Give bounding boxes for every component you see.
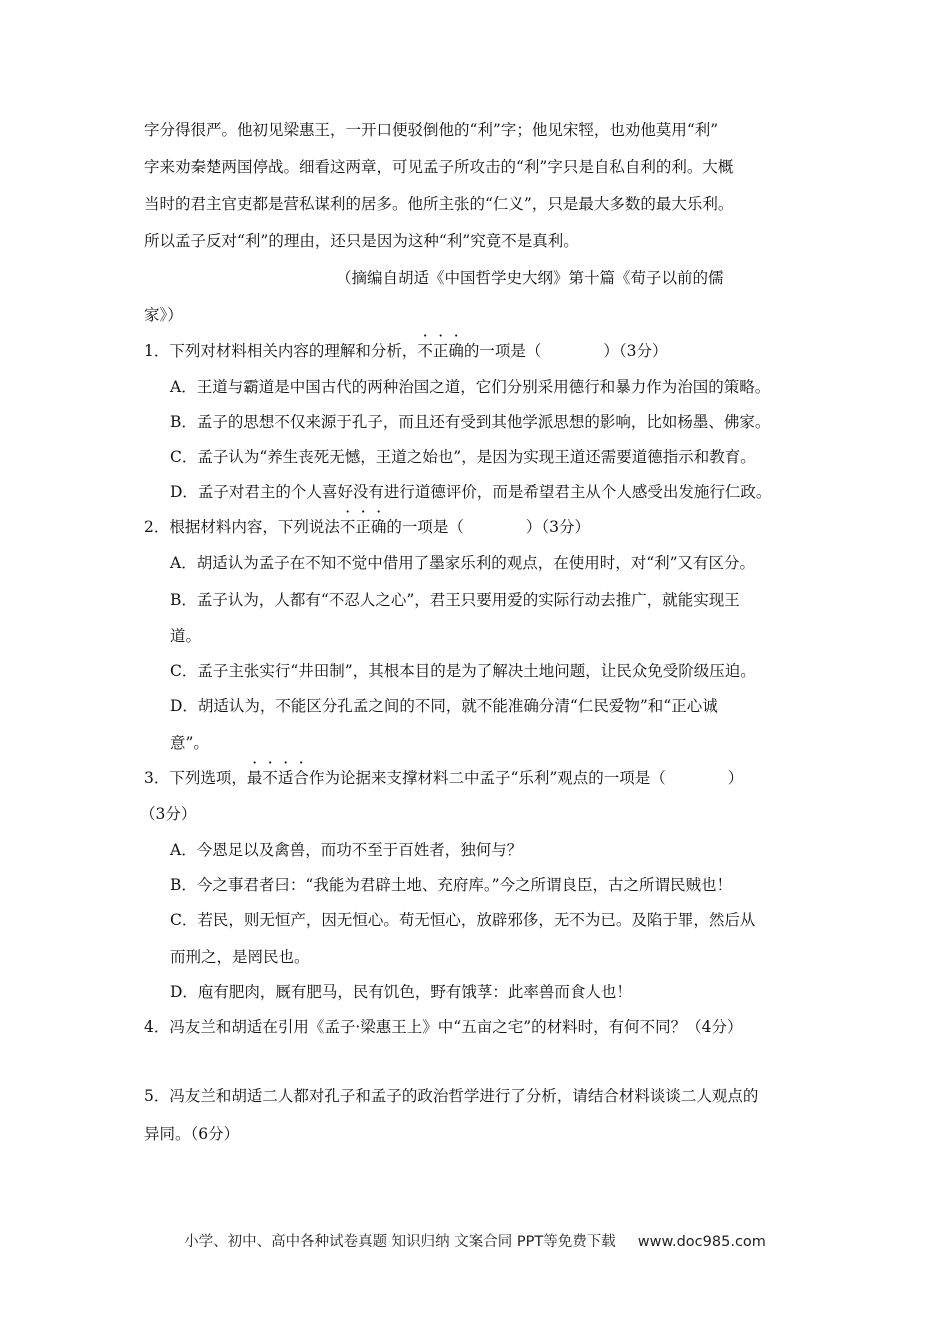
emphasis-char: 不 bbox=[339, 518, 356, 536]
question-2-option-c: C．孟子主张实行“井田制”，其根本目的是为了解决土地问题，让民众免受阶级压迫。 bbox=[170, 662, 756, 680]
question-1-option-d: D．孟子对君主的个人喜好没有进行道德评价，而是希望君主从个人感受出发施行仁政。 bbox=[170, 483, 772, 501]
question-3-option-a: A．今恩足以及禽兽，而功不至于百姓者，独何与？ bbox=[170, 841, 523, 859]
footer-url[interactable]: www.doc985.com bbox=[637, 1234, 766, 1250]
question-1-option-a: A．王道与霸道是中国古代的两种治国之道，它们分别采用德行和暴力作为治国的策略。 bbox=[170, 378, 771, 396]
question-2-option-b-cont: 道。 bbox=[170, 627, 202, 645]
question-3-score: （3分） bbox=[140, 805, 197, 823]
emphasis-char: 确 bbox=[370, 518, 387, 536]
question-3-option-d: D．庖有肥肉，厩有肥马，民有饥色，野有饿莩：此率兽而食人也！ bbox=[170, 983, 632, 1001]
question-2-option-a: A．胡适认为孟子在不知不觉中借用了墨家乐利的观点，在使用时，对“利”又有区分。 bbox=[170, 554, 756, 572]
question-2 bbox=[144, 517, 590, 537]
emphasis-char: 合 bbox=[293, 769, 309, 787]
emphasis-char: 正 bbox=[432, 342, 449, 360]
question-1-suffix: 的一项是（ ）（3分） bbox=[463, 342, 668, 360]
question-2-prefix: 2．根据材料内容，下列说法 bbox=[144, 518, 340, 536]
question-2-option-d: D．胡适认为，不能区分孔孟之间的不同，就不能准确分清“仁民爱物”和“正心诚 bbox=[170, 697, 718, 715]
passage-line-4: 所以孟子反对“利”的理由，还只是因为这种“利”究竟不是真利。 bbox=[144, 232, 579, 250]
question-2-option-b: B．孟子认为，人都有“不忍人之心”，君王只要用爱的实际行动去推广，就能实现王 bbox=[170, 591, 740, 609]
question-1-option-c: C．孟子认为“养生丧死无憾，王道之始也”，是因为实现王道还需要道德指示和教育。 bbox=[170, 448, 756, 466]
emphasis-char: 适 bbox=[277, 769, 294, 787]
question-5-cont: 异同。（6分） bbox=[144, 1125, 240, 1143]
question-5: 5．冯友兰和胡适二人都对孔子和孟子的政治哲学进行了分析，请结合材料谈谈二人观点的 bbox=[144, 1087, 759, 1105]
emphasis-char: 最 bbox=[246, 769, 263, 787]
question-4: 4．冯友兰和胡适在引用《孟子·梁惠王上》中“五亩之宅”的材料时，有何不同？（4分） bbox=[144, 1018, 743, 1036]
question-1-prefix: 1．下列对材料相关内容的理解和分析， bbox=[144, 342, 418, 360]
question-1 bbox=[144, 341, 668, 361]
passage-line-1: 字分得很严。他初见梁惠王，一开口便驳倒他的“利”字；他见宋牼，也劝他莫用“利” bbox=[144, 121, 719, 139]
footer-text: 小学、初中、高中各种试卷真题 知识归纳 文案合同 PPT等免费下载 bbox=[184, 1234, 616, 1250]
question-3-option-c: C．若民，则无恒产，因无恒心。苟无恒心，放辟邪侈，无不为已。及陷于罪，然后从 bbox=[170, 911, 756, 929]
question-3-suffix: 作为论据来支撑材料二中孟子“乐利”观点的一项是（ ） bbox=[308, 769, 744, 787]
question-1-option-b: B．孟子的思想不仅来源于孔子，而且还有受到其他学派思想的影响，比如杨墨、佛家。 bbox=[170, 413, 771, 431]
emphasis-char: 确 bbox=[448, 342, 464, 360]
emphasis-char: 正 bbox=[355, 518, 371, 536]
question-3-option-b: B．今之事君者曰：“我能为君辟土地、充府库。”今之所谓良臣，古之所谓民贼也！ bbox=[170, 876, 732, 894]
question-3-prefix: 3．下列选项， bbox=[144, 769, 247, 787]
question-2-option-d-cont: 意”。 bbox=[170, 734, 209, 752]
question-2-suffix: 的一项是（ ）（3分） bbox=[386, 518, 591, 536]
passage-line-3: 当时的君主官吏都是营私谋利的居多。他所主张的“仁义”，只是最大多数的最大乐利。 bbox=[144, 195, 734, 213]
emphasis-char: 不 bbox=[262, 769, 278, 787]
passage-line-2: 字来劝秦楚两国停战。细看这两章，可见孟子所攻击的“利”字只是自私自利的利。大概 bbox=[144, 158, 734, 176]
question-3 bbox=[144, 768, 743, 788]
emphasis-char: 不 bbox=[417, 342, 433, 360]
source-citation-end: 家》） bbox=[144, 306, 183, 324]
footer bbox=[0, 1230, 950, 1251]
question-3-option-c-cont: 而刑之，是罔民也。 bbox=[170, 948, 310, 966]
source-citation: （摘编自胡适《中国哲学史大纲》第十篇《荀子以前的儒 bbox=[336, 269, 724, 287]
